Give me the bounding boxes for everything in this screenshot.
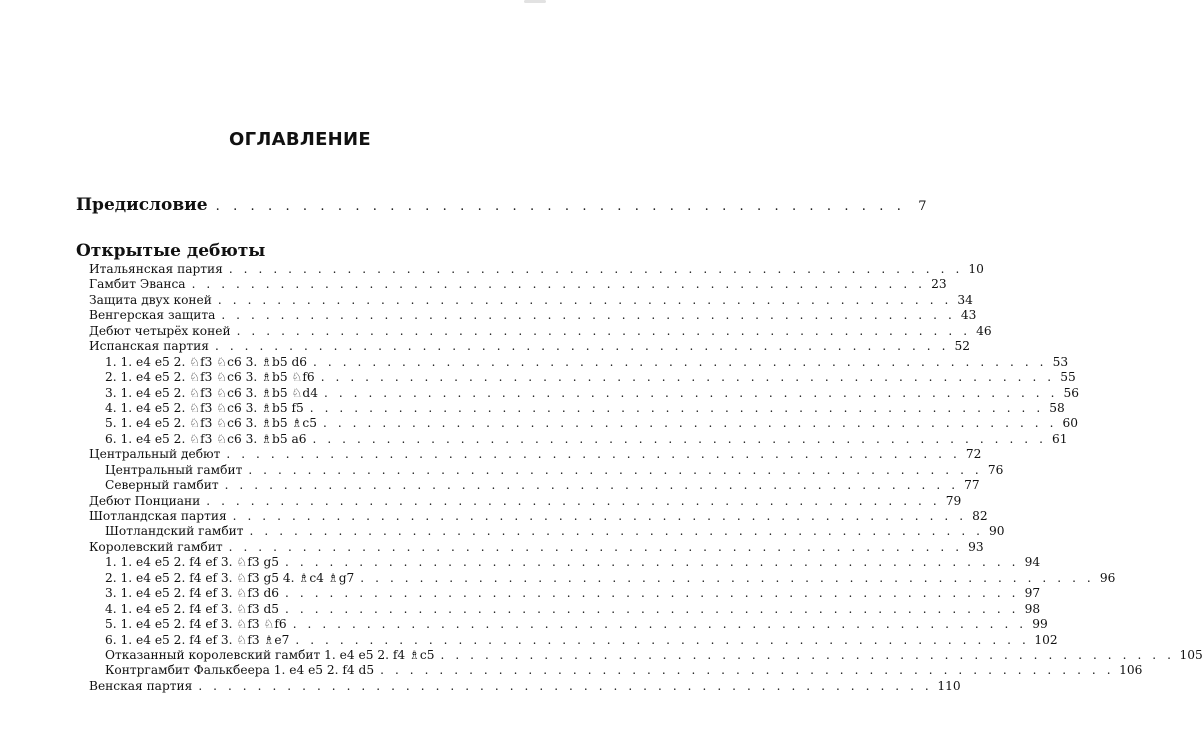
toc-entry[interactable] xyxy=(89,323,992,339)
toc-entry-label: 3. 1. e4 e5 2. ♘f3 ♘c6 3. ♗b5 ♘d4 xyxy=(105,385,318,400)
dot-leader: . . . . . . . . . . . . . . . . . . . . . . . . . . . . . . . . . . . . . . . . . . . . . . . . . . xyxy=(312,431,1047,446)
toc-entry-label: 1. 1. e4 e5 2. ♘f3 ♘c6 3. ♗b5 d6 xyxy=(105,354,308,369)
dot-leader: . . . . . . . . . . . . . . . . . . . . . . . . . . . . . . . . . . . . . . . . . . . . . . . . . . xyxy=(285,586,1020,601)
dot-leader: . . . . . . . . . . . . . . . . . . . . . . . . . . . . . . . . . . . . . . . . . . . . . . . . . . xyxy=(380,663,1115,678)
toc-list xyxy=(89,262,1203,694)
toc-subentry[interactable] xyxy=(89,663,1143,678)
toc-page-number: 58 xyxy=(1049,400,1065,415)
toc-subentry[interactable] xyxy=(89,524,1005,539)
toc-page-number: 46 xyxy=(976,323,992,338)
toc-entry-label: Центральный гамбит xyxy=(105,462,243,477)
toc-page-number: 23 xyxy=(931,277,947,292)
page-title: ОГЛАВЛЕНИЕ xyxy=(228,129,372,150)
dot-leader: . . . . . . . . . . . . . . . . . . . . . . . . . . . . . . . . . . . . . . . . . . . . . . . . . . xyxy=(198,678,933,693)
dot-leader: . . . . . . . . . . . . . . . . . . . . . . . . . . . . . . . . . . . . . . . . . . . . . . . . . . xyxy=(224,478,959,493)
toc-entry-label: Контргамбит Фалькбеера 1. e4 e5 2. f4 d5 xyxy=(105,663,375,678)
toc-page-number: 43 xyxy=(960,308,977,323)
toc-page-number: 94 xyxy=(1024,555,1041,570)
dot-leader: . . . . . . . . . . . . . . . . . . . . . . . . . . . . . . . . . . . . . . . . . . . . . . . . . . xyxy=(214,339,950,354)
toc-entry-label: 5. 1. e4 e5 2. f4 ef 3. ♘f3 ♘f6 xyxy=(105,617,287,632)
toc-page-number: 55 xyxy=(1060,370,1076,385)
toc-subentry[interactable] xyxy=(89,370,1076,385)
toc-page-number: 7 xyxy=(918,199,927,214)
toc-entry[interactable] xyxy=(89,292,973,308)
toc-subentry[interactable] xyxy=(89,354,1069,370)
dot-leader: . . . . . . . . . . . . . . . . . . . . . . . . . . . . . . . . . . . . . . . . . . . . . . . . . . xyxy=(360,570,1095,585)
toc-page-number: 97 xyxy=(1024,586,1041,601)
toc-page-number: 60 xyxy=(1062,416,1079,431)
toc-entry[interactable] xyxy=(89,493,962,509)
dot-leader: . . . . . . . . . . . . . . . . . . . . . . . . . . . . . . . . . . . . . . . . . . . . . . . . . . xyxy=(440,647,1175,662)
toc-page-number: 105 xyxy=(1179,647,1203,662)
toc-entry-label: 4. 1. e4 e5 2. ♘f3 ♘c6 3. ♗b5 f5 xyxy=(105,400,304,415)
section-heading: Открытые дебюты xyxy=(76,241,266,261)
toc-entry-label: Шотландский гамбит xyxy=(105,524,244,539)
dot-leader: . . . . . . . . . . . . . . . . . . . . . . . . . . . . . . . . . . . . . . . . . . . . . . . . . . xyxy=(236,323,971,338)
toc-entry-preface[interactable] xyxy=(76,195,927,219)
toc-entry-label: 5. 1. e4 e5 2. ♘f3 ♘c6 3. ♗b5 ♗c5 xyxy=(105,416,317,431)
toc-subentry[interactable] xyxy=(89,555,1041,570)
toc-entry[interactable] xyxy=(89,308,977,323)
toc-entry[interactable] xyxy=(89,262,984,277)
toc-entry[interactable] xyxy=(89,678,961,694)
toc-entry-label: Гамбит Эванса xyxy=(89,277,186,292)
dot-leader: . . . . . . . . . . . . . . . . . . . . . . . . . . . . . . . . . . . . . . . . . . . . . . . . . . xyxy=(249,524,984,539)
dot-leader: . . . . . . . . . . . . . . . . . . . . . . . . . . . . . . . . . . . . . . . . . . . . . . . . . . xyxy=(232,509,967,523)
dot-leader: . . . . . . . . . . . . . . . . . . . . . . . . . . . . . . . . . . . . . . . . . . . . . . . . . . xyxy=(226,447,961,462)
toc-entry-label: Дебют четырёх коней xyxy=(89,323,231,338)
toc-entry-label: Отказанный королевский гамбит 1. e4 e5 2. f4 ♗c5 xyxy=(105,647,435,662)
dot-leader: . . . . . . . . . . . . . . . . . . . . . . . . . . . . . . . . . . . . . . . . . . . . . . . . . . xyxy=(292,617,1027,632)
toc-page-number: 90 xyxy=(989,524,1005,539)
toc-subentry[interactable] xyxy=(89,462,1004,478)
toc-entry-label: Шотландская партия xyxy=(89,509,227,523)
scan-corner-mark xyxy=(524,0,546,3)
toc-entry-label: 2. 1. e4 e5 2. ♘f3 ♘c6 3. ♗b5 ♘f6 xyxy=(105,370,315,385)
dot-leader: . . . . . . . . . . . . . . . . . . . . . . . . . . . . . . . . . . . . . . . . . . . . . . . . . . xyxy=(206,493,941,508)
toc-entry-label: Венгерская защита xyxy=(89,308,216,323)
toc-page-number: 10 xyxy=(968,262,984,276)
toc-entry-label: 1. 1. e4 e5 2. f4 ef 3. ♘f3 g5 xyxy=(105,555,280,570)
toc-subentry[interactable] xyxy=(89,647,1203,663)
toc-subentry[interactable] xyxy=(89,617,1048,632)
dot-leader: . . . . . . . . . . . . . . . . . . . . . . . . . . . . . . . . . . . . . . . . . . . . . . . . . . xyxy=(248,462,983,477)
toc-entry[interactable] xyxy=(89,447,982,462)
toc-entry-label: Северный гамбит xyxy=(105,478,219,493)
toc-entry-label: 2. 1. e4 e5 2. f4 ef 3. ♘f3 g5 4. ♗c4 ♗g7 xyxy=(105,570,355,585)
toc-page-number: 72 xyxy=(965,447,982,462)
toc-subentry[interactable] xyxy=(89,601,1041,617)
toc-subentry[interactable] xyxy=(89,586,1041,601)
toc-entry[interactable] xyxy=(89,539,984,555)
dot-leader: . . . . . . . . . . . . . . . . . . . . . . . . . . . . . . . . . . . . . . . . . . . . . . . . . . xyxy=(295,632,1030,647)
toc-entry-label: Итальянская партия xyxy=(89,262,223,276)
toc-entry-label: 6. 1. e4 e5 2. f4 ef 3. ♘f3 ♗e7 xyxy=(105,632,290,647)
toc-entry-label: Дебют Понциани xyxy=(89,493,201,508)
toc-page-number: 52 xyxy=(954,339,971,354)
toc-page-number: 98 xyxy=(1024,601,1041,616)
toc-page-number: 56 xyxy=(1063,385,1080,400)
toc-entry-label: Предисловие xyxy=(76,195,208,215)
toc-subentry[interactable] xyxy=(89,385,1080,401)
dot-leader: . . . . . . . . . . . . . . . . . . . . . . . . . . . . . . . . . . . . . . . . . . . . . . . . . . xyxy=(285,555,1020,570)
dot-leader: . . . . . . . . . . . . . . . . . . . . . . . . . . . . . . . . . . . . . . . . . . . . . . . . . . xyxy=(228,539,963,554)
toc-page-number: 96 xyxy=(1099,570,1116,585)
toc-subentry[interactable] xyxy=(89,632,1058,648)
toc-subentry[interactable] xyxy=(89,400,1065,416)
toc-subentry[interactable] xyxy=(89,416,1079,431)
toc-entry-label: 4. 1. e4 e5 2. f4 ef 3. ♘f3 d5 xyxy=(105,601,280,616)
dot-leader: . . . . . . . . . . . . . . . . . . . . . . . . . . . . . . . . . . . . . . . . . . . . . . . . . . xyxy=(217,292,952,307)
toc-page-number: 99 xyxy=(1032,617,1048,632)
dot-leader: . . . . . . . . . . . . . . . . . . . . . . . . . . . . . . . . . . . . . . . . . . . . . . . . . . xyxy=(323,385,1059,400)
toc-page-number: 93 xyxy=(968,539,984,554)
toc-subentry[interactable] xyxy=(89,478,980,493)
toc-page-number: 79 xyxy=(945,493,962,508)
dot-leader: . . . . . . . . . . . . . . . . . . . . . . . . . . . . . . . . . . . . . . . . . . . . . . . . . . xyxy=(320,370,1055,385)
toc-entry-label: Центральный дебют xyxy=(89,447,221,462)
dot-leader: . . . . . . . . . . . . . . . . . . . . . . . . . . . . . . . . . . . . . . . . . . . . . . . . . . xyxy=(313,354,1048,369)
dot-leader: . . . . . . . . . . . . . . . . . . . . . . . . . . . . . . . . . . . . . . . . . . . . . . . . . . xyxy=(323,416,1058,431)
toc-subentry[interactable] xyxy=(89,570,1116,586)
toc-page-number: 77 xyxy=(964,478,980,493)
toc-page-number: 106 xyxy=(1119,663,1143,678)
toc-page-number: 53 xyxy=(1052,354,1069,369)
toc-entry-label: Венская партия xyxy=(89,678,193,693)
toc-entry-label: 3. 1. e4 e5 2. f4 ef 3. ♘f3 d6 xyxy=(105,586,280,601)
toc-page-number: 110 xyxy=(937,678,961,693)
dot-leader: . . . . . . . . . . . . . . . . . . . . . . . . . . . . . . . . . . . . . . . . . . . . . . . . . . xyxy=(285,601,1020,616)
dot-leader: . . . . . . . . . . . . . . . . . . . . . . . . . . . . . . . . . . . . . . . . xyxy=(215,199,906,214)
toc-entry-label: 6. 1. e4 e5 2. ♘f3 ♘c6 3. ♗b5 a6 xyxy=(105,431,307,446)
toc-page-number: 34 xyxy=(957,292,973,307)
toc-page-number: 76 xyxy=(987,462,1004,477)
dot-leader: . . . . . . . . . . . . . . . . . . . . . . . . . . . . . . . . . . . . . . . . . . . . . . . . . . xyxy=(221,308,956,323)
toc-entry-label: Королевский гамбит xyxy=(89,539,223,554)
toc-entry[interactable] xyxy=(89,509,988,524)
dot-leader: . . . . . . . . . . . . . . . . . . . . . . . . . . . . . . . . . . . . . . . . . . . . . . . . . . xyxy=(228,262,963,276)
toc-page-number: 102 xyxy=(1034,632,1058,647)
toc-page-number: 82 xyxy=(972,509,988,523)
dot-leader: . . . . . . . . . . . . . . . . . . . . . . . . . . . . . . . . . . . . . . . . . . . . . . . . . . xyxy=(309,400,1044,415)
toc-entry-label: Испанская партия xyxy=(89,339,209,354)
toc-page-number: 61 xyxy=(1052,431,1068,446)
toc-subentry[interactable] xyxy=(89,431,1068,447)
toc-entry[interactable] xyxy=(89,277,947,292)
toc-entry-label: Защита двух коней xyxy=(89,292,212,307)
toc-entry[interactable] xyxy=(89,339,971,354)
dot-leader: . . . . . . . . . . . . . . . . . . . . . . . . . . . . . . . . . . . . . . . . . . . . . . . . . . xyxy=(191,277,926,292)
